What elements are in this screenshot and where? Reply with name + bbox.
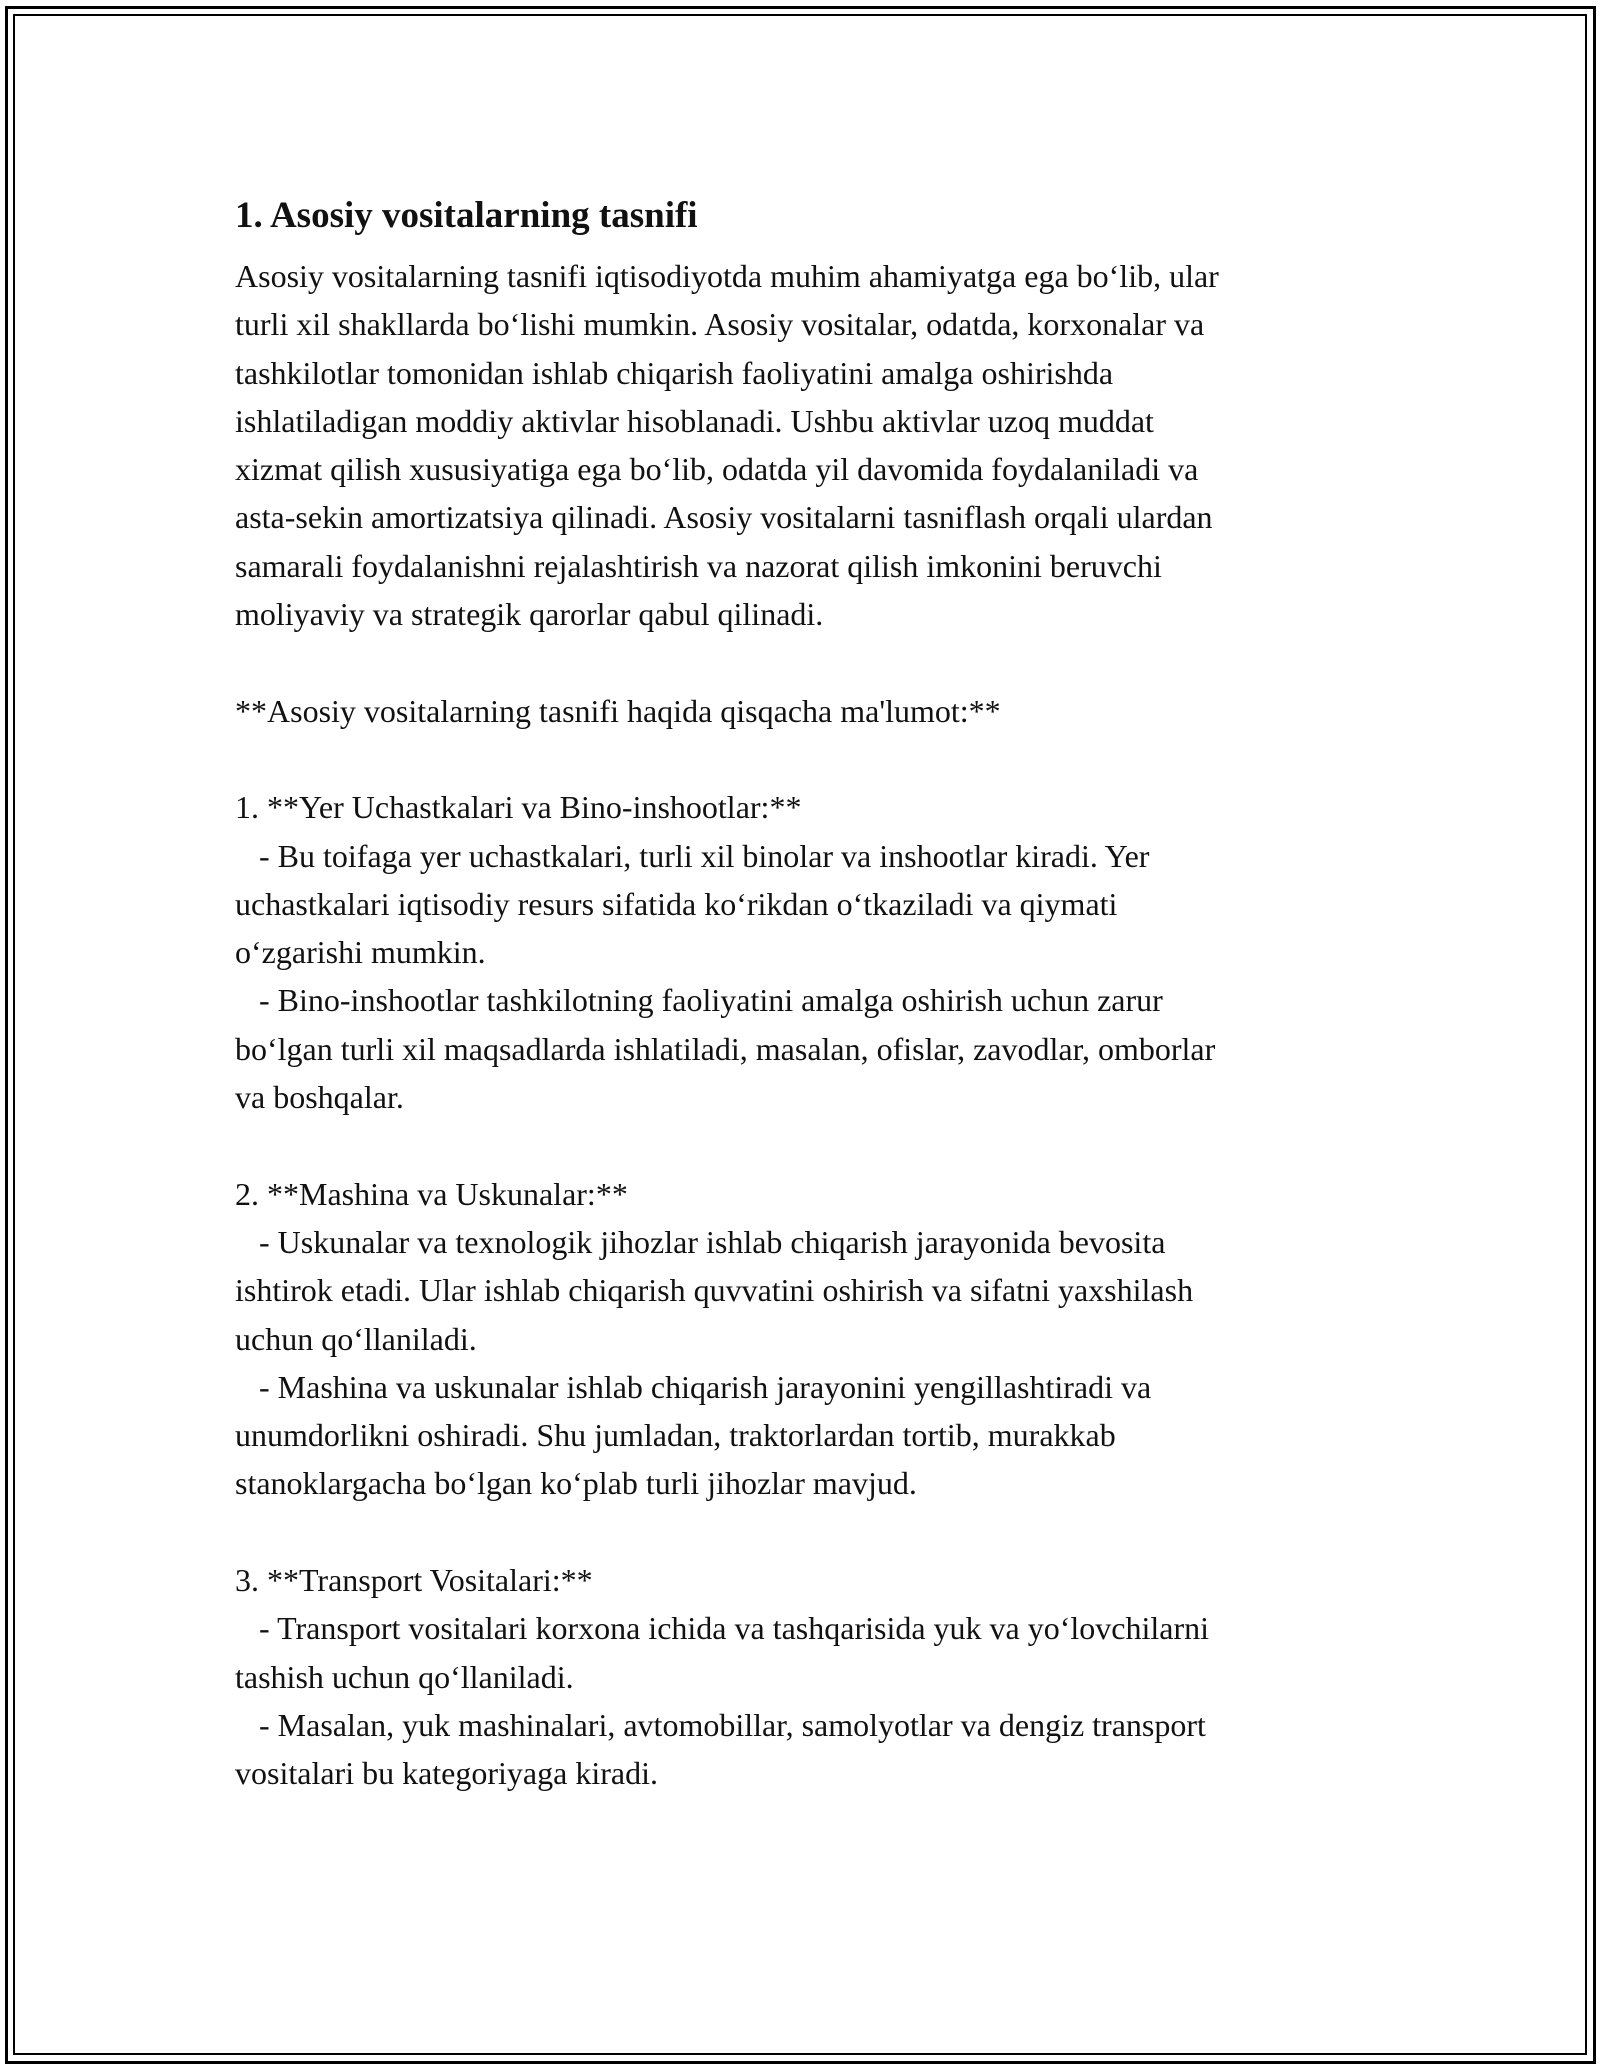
document-title: 1. Asosiy vositalarning tasnifi	[235, 195, 698, 236]
document-body: Asosiy vositalarning tasnifi iqtisodiyotda muhim ahamiyatga ega bo‘lib, ular turli xil shakllarda bo‘lishi mumkin. Asosiy vositalar, odatda, korxonalar va tashkilotlar tomonidan ishlab chiqarish faoliyatini amalga oshirishda ishlatiladigan moddiy aktivlar hisoblanadi. Ushbu aktivlar uzoq muddat xizmat qilish xususiyatiga ega bo‘lib, odatda yil davomida foydalaniladi va asta-sekin amortizatsiya qilinadi. Asosiy vositalarni tasniflash orqali ulardan samarali foydalanishni rejalashtirish va nazorat qilish imkonini beruvchi moliyaviy va strategik qarorlar qabul qilinadi. **Asosiy vositalarning tasnifi haqida qisqacha ma'lumot:** 1. **Yer Uchastkalari va Bino-inshootlar:** - Bu toifaga yer uchastkalari, turli xil binolar va inshootlar kiradi. Yer uchastkalari iqtisodiy resurs sifatida ko‘rikdan o‘tkaziladi va qiymati o‘zgarishi mumkin. - Bino-inshootlar tashkilotning faoliyatini amalga oshirish uchun zarur bo‘lgan turli xil maqsadlarda ishlatiladi, masalan, ofislar, zavodlar, omborlar va boshqalar. 2. **Mashina va Uskunalar:** - Uskunalar va texnologik jihozlar ishlab chiqarish jarayonida bevosita ishtirok etadi. Ular ishlab chiqarish quvvatini oshirish va sifatni yaxshilash uchun qo‘llaniladi. - Mashina va uskunalar ishlab chiqarish jarayonini yengillashtiradi va unumdorlikni oshiradi. Shu jumladan, traktorlardan tortib, murakkab stanoklargacha bo‘lgan ko‘plab turli jihozlar mavjud. 3. **Transport Vositalari:** - Transport vositalari korxona ichida va tashqarisida yuk va yo‘lovchilarni tashish uchun qo‘llaniladi. - Masalan, yuk mashinalari, avtomobillar, samolyotlar va dengiz transport vositalari bu kategoriyaga kiradi.	[235, 258, 1219, 1792]
document-content	[235, 180, 1370, 1798]
